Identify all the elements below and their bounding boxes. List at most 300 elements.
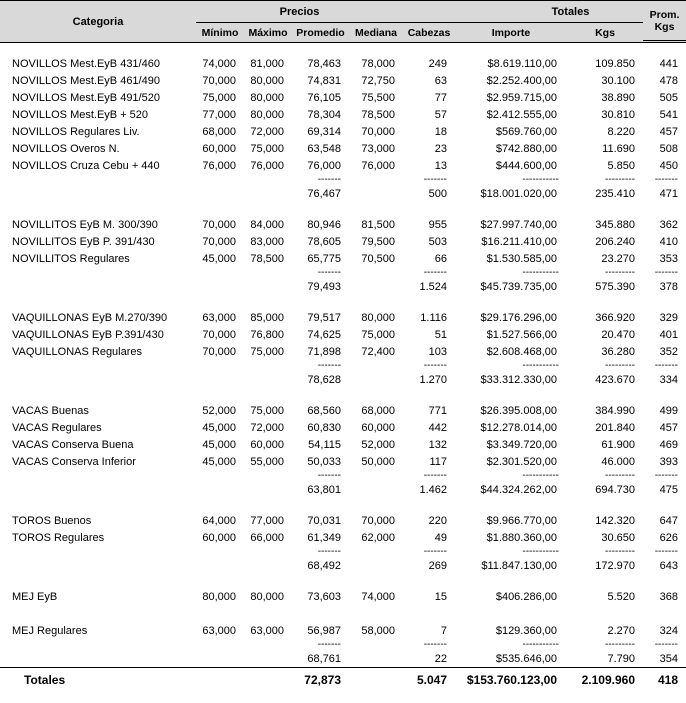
header-maximo: Máximo [244,23,292,43]
subtotal-blank [0,278,196,295]
cell-prom-kgs: 450 [659,159,679,172]
cell-categoria: TOROS Buenos [12,514,92,527]
spacer-cell [0,498,686,512]
cell-cabezas: 63 [434,74,447,87]
subtotal-blank [244,557,292,574]
dash-cabezas: ------- [423,360,447,371]
totals-blank [244,668,292,693]
dash-blank [196,639,244,650]
table-row [0,588,686,605]
totals-blank [196,668,244,693]
cell-kgs: 11.690 [602,142,635,155]
cell-promedio [292,605,349,622]
dash-prom-kgs: ------- [654,546,679,557]
dash-blank [0,639,196,650]
cell-maximo: 77,000 [250,514,284,527]
subtotal-kgs: 172.970 [595,559,635,572]
subtotal-kgs: 423.670 [595,373,635,386]
cell-prom-kgs: 457 [659,125,679,138]
cell-maximo: 72,000 [250,125,284,138]
subtotal-blank [196,278,244,295]
cell-prom-kgs: 324 [659,624,679,637]
cell-minimo: 45,000 [202,421,236,434]
cell-promedio: 71,898 [307,345,341,358]
cell-minimo: 70,000 [202,345,236,358]
totals-kgs: 2.109.960 [567,668,643,693]
cell-kgs: 30.810 [601,108,635,121]
dash-separator-row [0,546,686,557]
cell-cabezas: 57 [434,108,447,121]
dash-promedio: ------- [317,470,341,481]
totals-cabezas: 5.047 [403,668,455,693]
table-row [0,605,686,622]
cell-kgs: 201.840 [595,421,635,434]
cell-importe: $2.252.400,00 [486,74,557,87]
cell-categoria: VACAS Conserva Inferior [12,455,136,468]
cell-kgs: 5.850 [607,159,635,172]
cell-maximo: 76,000 [250,159,284,172]
dash-separator-row [0,470,686,481]
cell-minimo [196,605,244,622]
dash-blank [244,174,292,185]
dash-separator-row [0,267,686,278]
subtotal-cabezas: 269 [428,559,447,572]
subtotal-blank [0,185,196,202]
cell-importe: $1.530.585,00 [486,252,557,265]
cell-prom-kgs [643,605,686,622]
dash-blank [349,360,403,371]
cell-mediana: 70,000 [361,514,395,527]
cell-importe: $2.301.520,00 [486,455,557,468]
cell-categoria [0,605,196,622]
subtotal-blank [196,557,244,574]
subtotal-importe: $535.646,00 [495,652,557,665]
subtotal-cabezas: 1.524 [419,280,447,293]
cell-kgs: 206.240 [595,235,635,248]
header-promedio: Promedio [292,23,349,43]
cell-importe: $12.278.014,00 [480,421,557,434]
totals-row [0,668,686,693]
cell-categoria: VAQUILLONAS Regulares [12,345,143,358]
dash-kgs: --------- [605,267,635,278]
header-mediana: Mediana [349,23,403,43]
subtotal-blank [244,278,292,295]
cell-promedio: 68,560 [307,404,341,417]
cell-maximo: 72,000 [250,421,284,434]
cell-cabezas: 7 [440,624,447,637]
table-row [0,529,686,546]
dash-promedio: ------- [317,174,341,185]
subtotal-prom-kgs: 354 [659,652,679,665]
dash-blank [0,267,196,278]
subtotal-blank [196,371,244,388]
cell-kgs: 61.900 [601,438,635,451]
cell-minimo: 74,000 [202,57,236,70]
subtotal-row [0,185,686,202]
cell-maximo: 66,000 [250,531,284,544]
dash-prom-kgs: ------- [654,639,679,650]
header-kgs: Kgs [567,23,643,43]
subtotal-blank [349,278,403,295]
cell-prom-kgs: 647 [659,514,679,527]
dash-blank [244,639,292,650]
cell-promedio: 74,831 [307,74,341,87]
subtotal-blank [349,371,403,388]
subtotal-kgs: 694.730 [595,483,635,496]
cell-maximo: 80,000 [250,590,284,603]
cell-promedio: 65,775 [307,252,341,265]
header-row-top [0,1,686,23]
subtotal-blank [244,371,292,388]
cell-maximo: 83,000 [250,235,284,248]
cell-cabezas: 66 [434,252,447,265]
cell-minimo: 60,000 [202,531,236,544]
cell-promedio: 78,463 [307,57,341,70]
cell-prom-kgs: 352 [659,345,679,358]
subtotal-cabezas: 500 [428,187,447,200]
cell-mediana: 70,500 [361,252,395,265]
dash-blank [0,360,196,371]
cell-cabezas: 13 [434,159,447,172]
cell-maximo: 84,000 [250,218,284,231]
table-row [0,419,686,436]
cell-prom-kgs: 626 [659,531,679,544]
subtotal-kgs: 575.390 [595,280,635,293]
cell-importe: $444.600,00 [495,159,557,172]
cell-maximo: 80,000 [250,108,284,121]
cell-kgs: 30.650 [601,531,635,544]
cell-categoria: NOVILLITOS EyB P. 391/430 [12,235,155,248]
header-importe: Importe [455,23,567,43]
subtotal-prom-kgs: 334 [659,373,679,386]
cell-kgs: 30.100 [601,74,635,87]
table-row [0,89,686,106]
dash-importe: ----------- [522,267,559,278]
dash-promedio: ------- [317,639,341,650]
dash-blank [349,470,403,481]
header-minimo: Mínimo [196,23,244,43]
subtotal-row [0,481,686,498]
cell-kgs [567,605,643,622]
cell-cabezas: 103 [428,345,447,358]
cell-maximo: 76,800 [250,328,284,341]
cell-importe: $16.211.410,00 [481,235,557,248]
cell-importe: $9.966.770,00 [486,514,557,527]
subtotal-row [0,650,686,668]
spacer-row [0,498,686,512]
dash-cabezas: ------- [423,267,447,278]
spacer-cell [0,202,686,216]
subtotal-blank [244,481,292,498]
dash-importe: ----------- [522,639,559,650]
cell-promedio: 73,603 [307,590,341,603]
table-row [0,72,686,89]
cell-maximo: 60,000 [250,438,284,451]
subtotal-cabezas: 1.462 [419,483,447,496]
subtotal-blank [244,185,292,202]
cell-cabezas: 1.116 [420,311,447,324]
cell-categoria: VAQUILLONAS EyB M.270/390 [12,311,168,324]
subtotal-importe: $11.847.130,00 [481,559,557,572]
cell-cabezas: 23 [434,142,447,155]
dash-blank [196,267,244,278]
subtotal-blank [196,185,244,202]
cell-prom-kgs: 329 [659,311,679,324]
table-row [0,233,686,250]
cell-mediana: 72,400 [361,345,395,358]
cell-mediana: 76,000 [361,159,395,172]
subtotal-prom-kgs: 643 [659,559,679,572]
cell-kgs: 20.470 [601,328,635,341]
cell-kgs: 8.220 [607,125,635,138]
dash-kgs: --------- [605,360,635,371]
dash-kgs: --------- [605,639,635,650]
cell-prom-kgs: 393 [659,455,679,468]
cell-prom-kgs: 353 [659,252,679,265]
table-row [0,157,686,174]
cell-promedio: 80,946 [307,218,341,231]
dash-blank [349,639,403,650]
cell-cabezas: 132 [428,438,447,451]
cell-importe: $29.176.296,00 [480,311,557,324]
cell-categoria: NOVILLOS Mest.EyB 461/490 [12,74,160,87]
cell-minimo: 52,000 [202,404,236,417]
header-cabezas: Cabezas [403,23,455,43]
header-precios: Precios [196,1,403,23]
subtotal-kgs: 7.790 [607,652,635,665]
cell-maximo [244,605,292,622]
cell-minimo: 63,000 [202,624,236,637]
header-totales: Totales [455,1,686,23]
dash-blank [196,546,244,557]
cell-importe: $2.959.715,00 [486,91,557,104]
cell-categoria: VACAS Buenas [12,404,89,417]
cell-promedio: 54,115 [308,438,341,451]
cell-mediana: 52,000 [361,438,395,451]
cell-mediana: 75,500 [361,91,395,104]
dash-blank [244,360,292,371]
subtotal-blank [196,650,244,668]
cell-promedio: 50,033 [307,455,341,468]
cell-mediana: 73,000 [361,142,395,155]
subtotal-prom-kgs: 471 [659,187,679,200]
cell-minimo: 76,000 [202,159,236,172]
cell-minimo: 70,000 [202,74,236,87]
header-prom-kgs-block [643,0,686,41]
totals-blank [349,668,403,693]
cell-importe: $3.349.720,00 [486,438,557,451]
table-row [0,343,686,360]
cell-importe: $129.360,00 [495,624,557,637]
cell-prom-kgs: 362 [659,218,679,231]
cell-categoria: NOVILLOS Mest.EyB 491/520 [12,91,160,104]
subtotal-cabezas: 1.270 [419,373,447,386]
spacer-cell [0,388,686,402]
subtotal-importe: $18.001.020,00 [480,187,557,200]
header-blank-cabezas [403,1,455,23]
cell-mediana: 70,000 [361,125,395,138]
cell-cabezas: 77 [434,91,447,104]
cell-cabezas: 771 [428,404,447,417]
cell-prom-kgs: 457 [659,421,679,434]
cell-mediana: 78,000 [361,57,395,70]
cell-importe: $26.395.008,00 [480,404,557,417]
dash-importe: ----------- [522,470,559,481]
dash-prom-kgs: ------- [654,267,679,278]
cell-promedio: 61,349 [307,531,341,544]
cell-maximo: 75,000 [250,404,284,417]
cell-categoria: VAQUILLONAS EyB P.391/430 [12,328,164,341]
cell-minimo: 70,000 [202,328,236,341]
subtotal-prom-kgs: 378 [659,280,679,293]
table-row [0,55,686,72]
cell-minimo: 63,000 [202,311,236,324]
cell-kgs: 366.920 [595,311,635,324]
spacer-row [0,43,686,56]
cell-importe: $1.527.566,00 [486,328,557,341]
cell-importe: $8.619.110,00 [487,57,557,70]
subtotal-blank [349,650,403,668]
cell-maximo: 63,000 [250,624,284,637]
cell-categoria: MEJ EyB [12,590,58,603]
cell-promedio: 74,625 [307,328,341,341]
cell-maximo: 85,000 [250,311,284,324]
dash-cabezas: ------- [423,546,447,557]
dash-cabezas: ------- [423,639,447,650]
cell-minimo: 70,000 [202,218,236,231]
cell-categoria: NOVILLOS Regulares Liv. [12,125,140,138]
cell-mediana: 58,000 [361,624,395,637]
cell-promedio: 56,987 [307,624,341,637]
totals-promedio: 72,873 [292,668,349,693]
dash-promedio: ------- [317,546,341,557]
subtotal-blank [244,650,292,668]
cell-maximo: 75,000 [250,345,284,358]
cell-mediana: 74,000 [361,590,395,603]
subtotal-blank [0,557,196,574]
subtotal-importe: $44.324.262,00 [480,483,557,496]
cell-importe: $2.412.555,00 [486,108,557,121]
header-categoria: Categoria [0,1,196,43]
subtotal-row [0,371,686,388]
cell-prom-kgs: 478 [659,74,679,87]
dash-blank [244,470,292,481]
cell-minimo: 80,000 [202,590,236,603]
cell-cabezas [403,605,455,622]
cell-mediana: 62,000 [361,531,395,544]
cell-minimo: 64,000 [202,514,236,527]
cell-kgs: 38.890 [601,91,635,104]
subtotal-blank [349,185,403,202]
cell-categoria: NOVILLITOS EyB M. 300/390 [12,218,158,231]
cell-categoria: NOVILLOS Overos N. [12,142,120,155]
cell-cabezas: 49 [434,531,447,544]
cell-cabezas: 117 [429,455,447,468]
dash-blank [0,546,196,557]
cell-prom-kgs: 505 [659,91,679,104]
cell-maximo: 81,000 [250,57,284,70]
cell-minimo: 77,000 [202,108,236,121]
cell-importe: $406.286,00 [495,590,557,603]
cell-promedio: 60,830 [307,421,341,434]
totals-label: Totales [0,668,196,693]
cell-maximo: 78,500 [250,252,284,265]
subtotal-kgs: 235.410 [595,187,635,200]
table-row [0,216,686,233]
cell-mediana: 75,000 [361,328,395,341]
cell-importe [455,605,567,622]
table-body [0,43,686,693]
table-row [0,326,686,343]
cell-kgs: 384.990 [595,404,635,417]
dash-blank [196,470,244,481]
cell-mediana: 78,500 [361,108,395,121]
cell-promedio: 63,548 [307,142,341,155]
cell-mediana: 60,000 [361,421,395,434]
spacer-cell [0,295,686,309]
cell-categoria: VACAS Regulares [12,421,102,434]
subtotal-blank [196,481,244,498]
dash-promedio: ------- [317,360,341,371]
table-row [0,140,686,157]
dash-separator-row [0,174,686,185]
cell-mediana: 68,000 [361,404,395,417]
cell-prom-kgs: 410 [659,235,679,248]
cell-kgs: 46.000 [601,455,635,468]
cell-prom-kgs: 469 [659,438,679,451]
subtotal-promedio: 63,801 [307,483,341,496]
cell-maximo: 80,000 [250,74,284,87]
dash-kgs: --------- [605,470,635,481]
cell-categoria: TOROS Regulares [12,531,105,544]
subtotal-promedio: 78,628 [307,373,341,386]
cell-prom-kgs: 368 [659,590,679,603]
subtotal-promedio: 76,467 [307,187,341,200]
cell-cabezas: 442 [428,421,447,434]
dash-blank [196,360,244,371]
subtotal-importe: $33.312.330,00 [480,373,557,386]
table-row [0,123,686,140]
cell-cabezas: 503 [428,235,447,248]
subtotal-row [0,278,686,295]
table-row [0,250,686,267]
subtotal-prom-kgs: 475 [659,483,679,496]
dash-prom-kgs: ------- [654,360,679,371]
cell-categoria: NOVILLITOS Regulares [12,252,130,265]
totals-importe: $153.760.123,00 [455,668,567,693]
cell-promedio: 69,314 [307,125,341,138]
cell-maximo: 55,000 [250,455,284,468]
subtotal-importe: $45.739.735,00 [480,280,557,293]
cell-promedio: 79,517 [307,311,341,324]
table-row [0,106,686,123]
cell-mediana [349,605,403,622]
dash-blank [349,267,403,278]
spacer-row [0,388,686,402]
table-row [0,309,686,326]
cell-mediana: 81,500 [361,218,395,231]
cell-promedio: 78,605 [307,235,341,248]
table-row [0,436,686,453]
cell-prom-kgs: 508 [659,142,679,155]
cell-kgs: 23.270 [601,252,635,265]
cell-categoria: NOVILLOS Mest.EyB 431/460 [12,57,160,70]
cell-categoria: VACAS Conserva Buena [12,438,134,451]
dash-blank [196,174,244,185]
subtotal-promedio: 68,761 [307,652,341,665]
cell-cabezas: 18 [434,125,447,138]
table-row [0,512,686,529]
